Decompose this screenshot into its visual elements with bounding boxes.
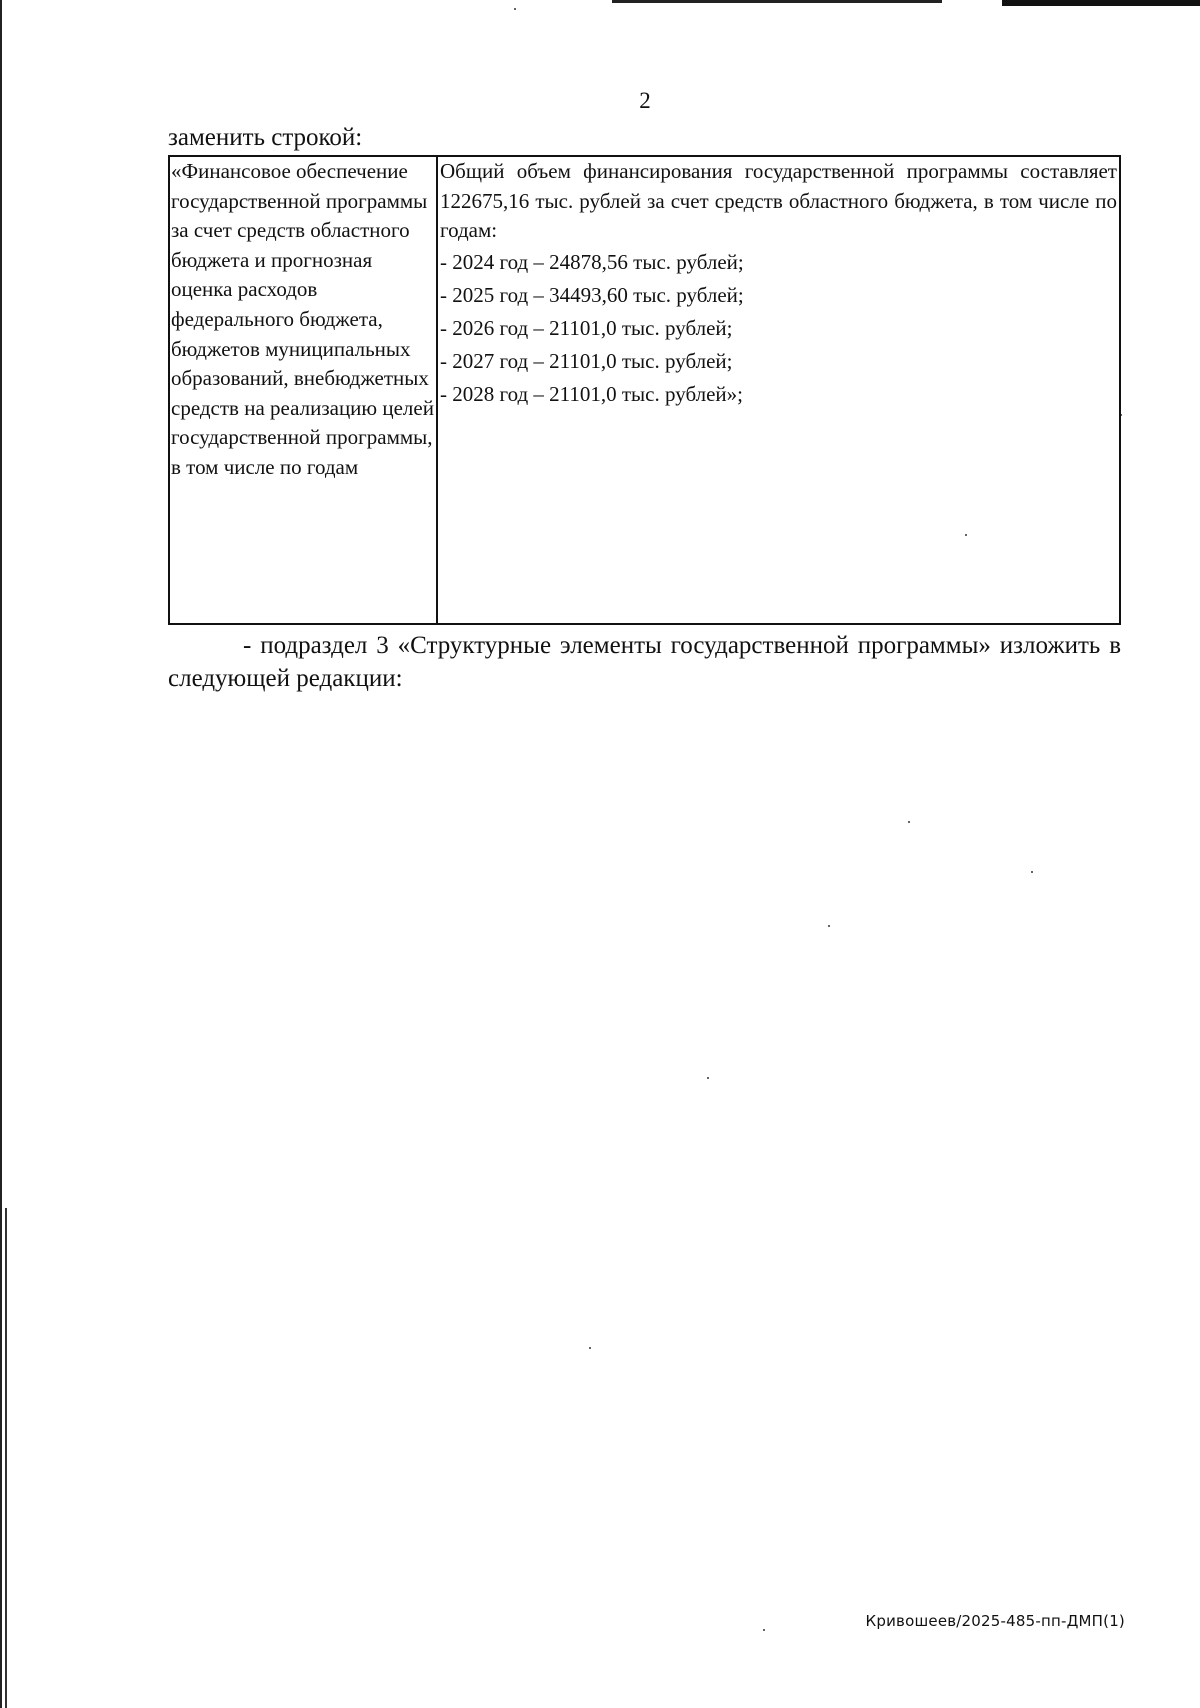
year-line: - 2028 год – 21101,0 тыс. рублей»;	[440, 381, 743, 406]
scan-speck	[763, 1629, 765, 1631]
scan-speck	[908, 821, 910, 823]
passport-table	[168, 155, 1121, 625]
scan-top-mark	[1002, 0, 1200, 6]
intro-text: заменить строкой:	[168, 124, 363, 151]
year-line: - 2025 год – 34493,60 тыс. рублей;	[440, 282, 744, 307]
year-line: - 2027 год – 21101,0 тыс. рублей;	[440, 348, 733, 373]
page-number: 2	[639, 88, 651, 113]
year-line: - 2026 год – 21101,0 тыс. рублей;	[440, 315, 733, 340]
table-cell-content	[437, 156, 1120, 624]
subsection-instruction: - подраздел 3 «Структурные элементы государственной программы» изложить в следующей редакции:	[168, 632, 1121, 692]
scan-speck	[589, 1347, 591, 1349]
scan-speck	[707, 1077, 709, 1079]
table-row	[169, 156, 1120, 624]
financing-total: Общий объем финансирования государственной программы составляет 122675,16 тыс. рублей за счет средств областного бюджета, в том числе по годам:	[440, 159, 1117, 243]
scan-edge-left	[0, 0, 2, 1708]
scan-speck	[828, 925, 830, 927]
scan-top-mark	[612, 0, 942, 3]
document-code: Кривошеев/2025-485-пп-ДМП(1)	[865, 1612, 1125, 1630]
scan-speck	[1031, 871, 1033, 873]
scan-edge-left-lower	[5, 1208, 7, 1708]
scan-speck	[514, 8, 516, 10]
table-cell-heading	[169, 156, 437, 624]
year-line: - 2024 год – 24878,56 тыс. рублей;	[440, 249, 744, 274]
financing-heading: «Финансовое обеспечение государственной программы за счет средств областного бюджета и прогнозная оценка расходов федерального бюджета, бюджетов муниципальных образований, внебюджетных средств на реализацию целей государственной программы, в том числе по годам	[171, 159, 434, 479]
